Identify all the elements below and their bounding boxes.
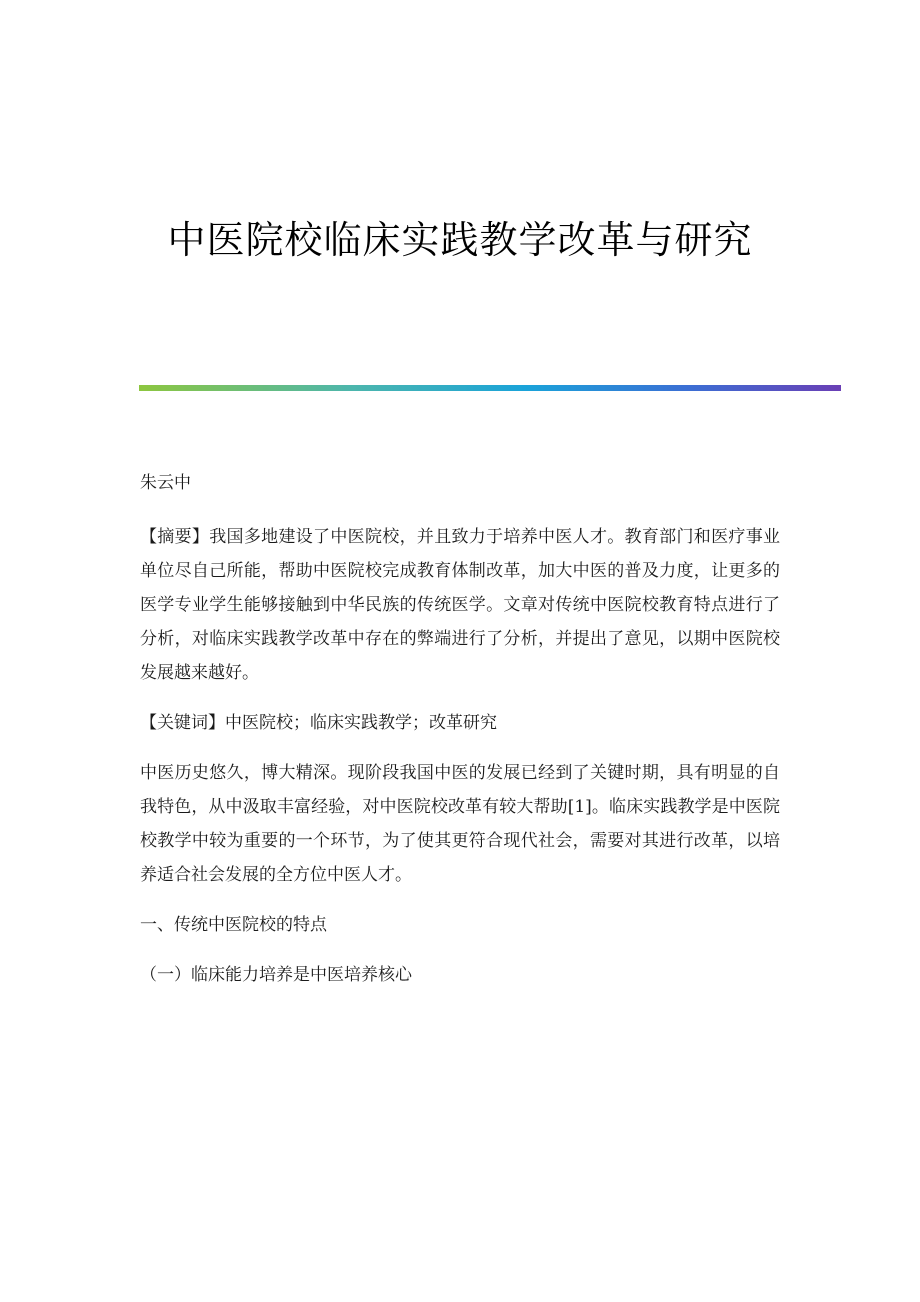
document-body [140,466,780,1008]
title-divider [139,385,841,391]
section-heading: 一、传统中医院校的特点 [140,915,327,935]
page-title: 中医院校临床实践教学改革与研究 [167,218,753,262]
abstract-paragraph: 【摘要】我国多地建设了中医院校，并且致力于培养中医人才。教育部门和医疗事业单位尽自己所能，帮助中医院校完成教育体制改革，加大中医的普及力度，让更多的医学专业学生能够接触到中华民族的传统医学。文章对传统中医院校教育特点进行了分析，对临床实践教学改革中存在的弊端进行了分析，并提出了意见，以期中医院校发展越来越好。 [140,527,780,683]
intro-paragraph: 中医历史悠久，博大精深。现阶段我国中医的发展已经到了关键时期，具有明显的自我特色，从中汲取丰富经验，对中医院校改革有较大帮助[1]。临床实践教学是中医院校教学中较为重要的一个环节，为了使其更符合现代社会，需要对其进行改革，以培养适合社会发展的全方位中医人才。 [140,763,780,885]
keywords-paragraph: 【关键词】中医院校；临床实践教学；改革研究 [140,713,497,733]
author: 朱云中 [140,473,191,493]
subsection-heading: （一）临床能力培养是中医培养核心 [140,965,412,985]
